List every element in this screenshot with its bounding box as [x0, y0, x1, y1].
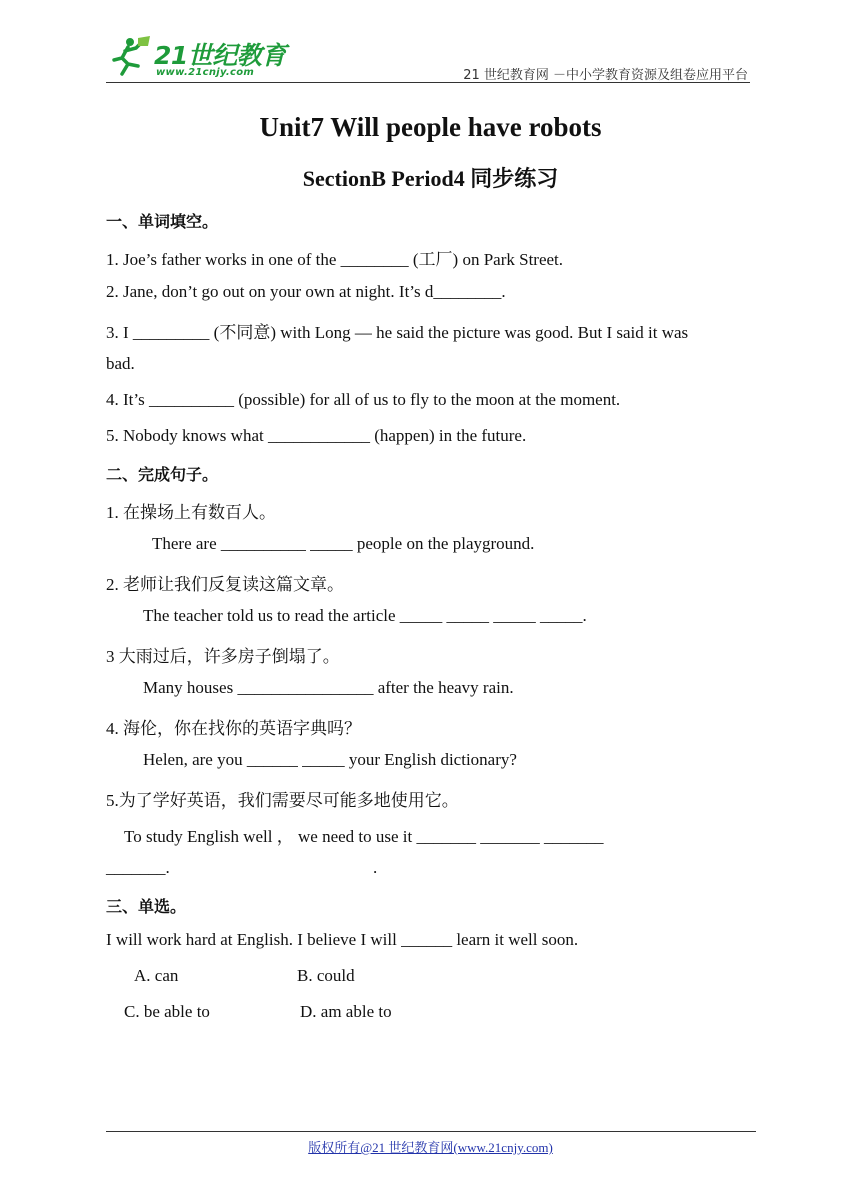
logo-text: 21世纪教育: [154, 41, 286, 70]
choice-question: I will work hard at English. I believe I will ______ learn it well soon.: [106, 930, 579, 949]
fill-in-item-5: 5. Nobody knows what ____________ (happen) in the future.: [106, 426, 527, 445]
sentence-5-period: .: [373, 858, 378, 877]
sentence-5-english-continued: _______.: [106, 858, 170, 877]
sentence-5-english: To study English well ， we need to use it _______ _______ _______: [124, 827, 604, 846]
option-b: B. could: [297, 966, 355, 985]
sentence-3-chinese: 3 大雨过后，许多房子倒塌了。: [106, 647, 340, 666]
page-header: [106, 30, 750, 83]
fill-in-item-3-continued: bad.: [106, 354, 135, 373]
fill-in-item-1: 1. Joe’s father works in one of the ________ (工厂) on Park Street.: [106, 250, 564, 269]
sentence-1-english: There are __________ _____ people on the playground.: [152, 534, 535, 553]
section-3-heading: 三、单选。: [106, 897, 187, 916]
option-d: D. am able to: [300, 1002, 392, 1021]
option-c: C. be able to: [124, 1002, 210, 1021]
fill-in-item-4: 4. It’s __________ (possible) for all of us to fly to the moon at the moment.: [106, 390, 621, 409]
sentence-5-chinese: 5.为了学好英语，我们需要尽可能多地使用它。: [106, 791, 459, 810]
page-subtitle: SectionB Period4 同步练习: [302, 166, 559, 191]
section-2-heading: 二、完成句子。: [106, 465, 219, 484]
fill-in-item-3: 3. I _________ (不同意) with Long — he said the picture was good. But I said it was: [106, 323, 689, 342]
page-title: Unit7 Will people have robots: [259, 112, 602, 142]
fill-in-item-2: 2. Jane, don’t go out on your own at night. It’s d________.: [106, 282, 506, 301]
sentence-3-english: Many houses ________________ after the heavy rain.: [143, 678, 514, 697]
section-1-heading: 一、单词填空。: [106, 212, 219, 231]
option-a: A. can: [134, 966, 179, 985]
sentence-4-english: Helen, are you ______ _____ your English dictionary?: [143, 750, 517, 769]
site-logo: [106, 34, 286, 80]
sentence-2-chinese: 2. 老师让我们反复读这篇文章。: [106, 575, 344, 594]
logo-url: www.21cnjy.com: [156, 67, 255, 78]
footer-copyright-link[interactable]: 版权所有@21 世纪教育网(www.21cnjy.com): [308, 1140, 553, 1155]
sentence-4-chinese: 4. 海伦，你在找你的英语字典吗？: [106, 719, 361, 738]
sentence-1-chinese: 1. 在操场上有数百人。: [106, 503, 276, 522]
sentence-2-english: The teacher told us to read the article _____ _____ _____ _____.: [143, 606, 587, 625]
header-site-name: 21 世纪教育网 －中小学教育资源及组卷应用平台: [463, 68, 748, 83]
runner-logo-icon: [108, 36, 152, 76]
footer-divider: [106, 1131, 756, 1132]
